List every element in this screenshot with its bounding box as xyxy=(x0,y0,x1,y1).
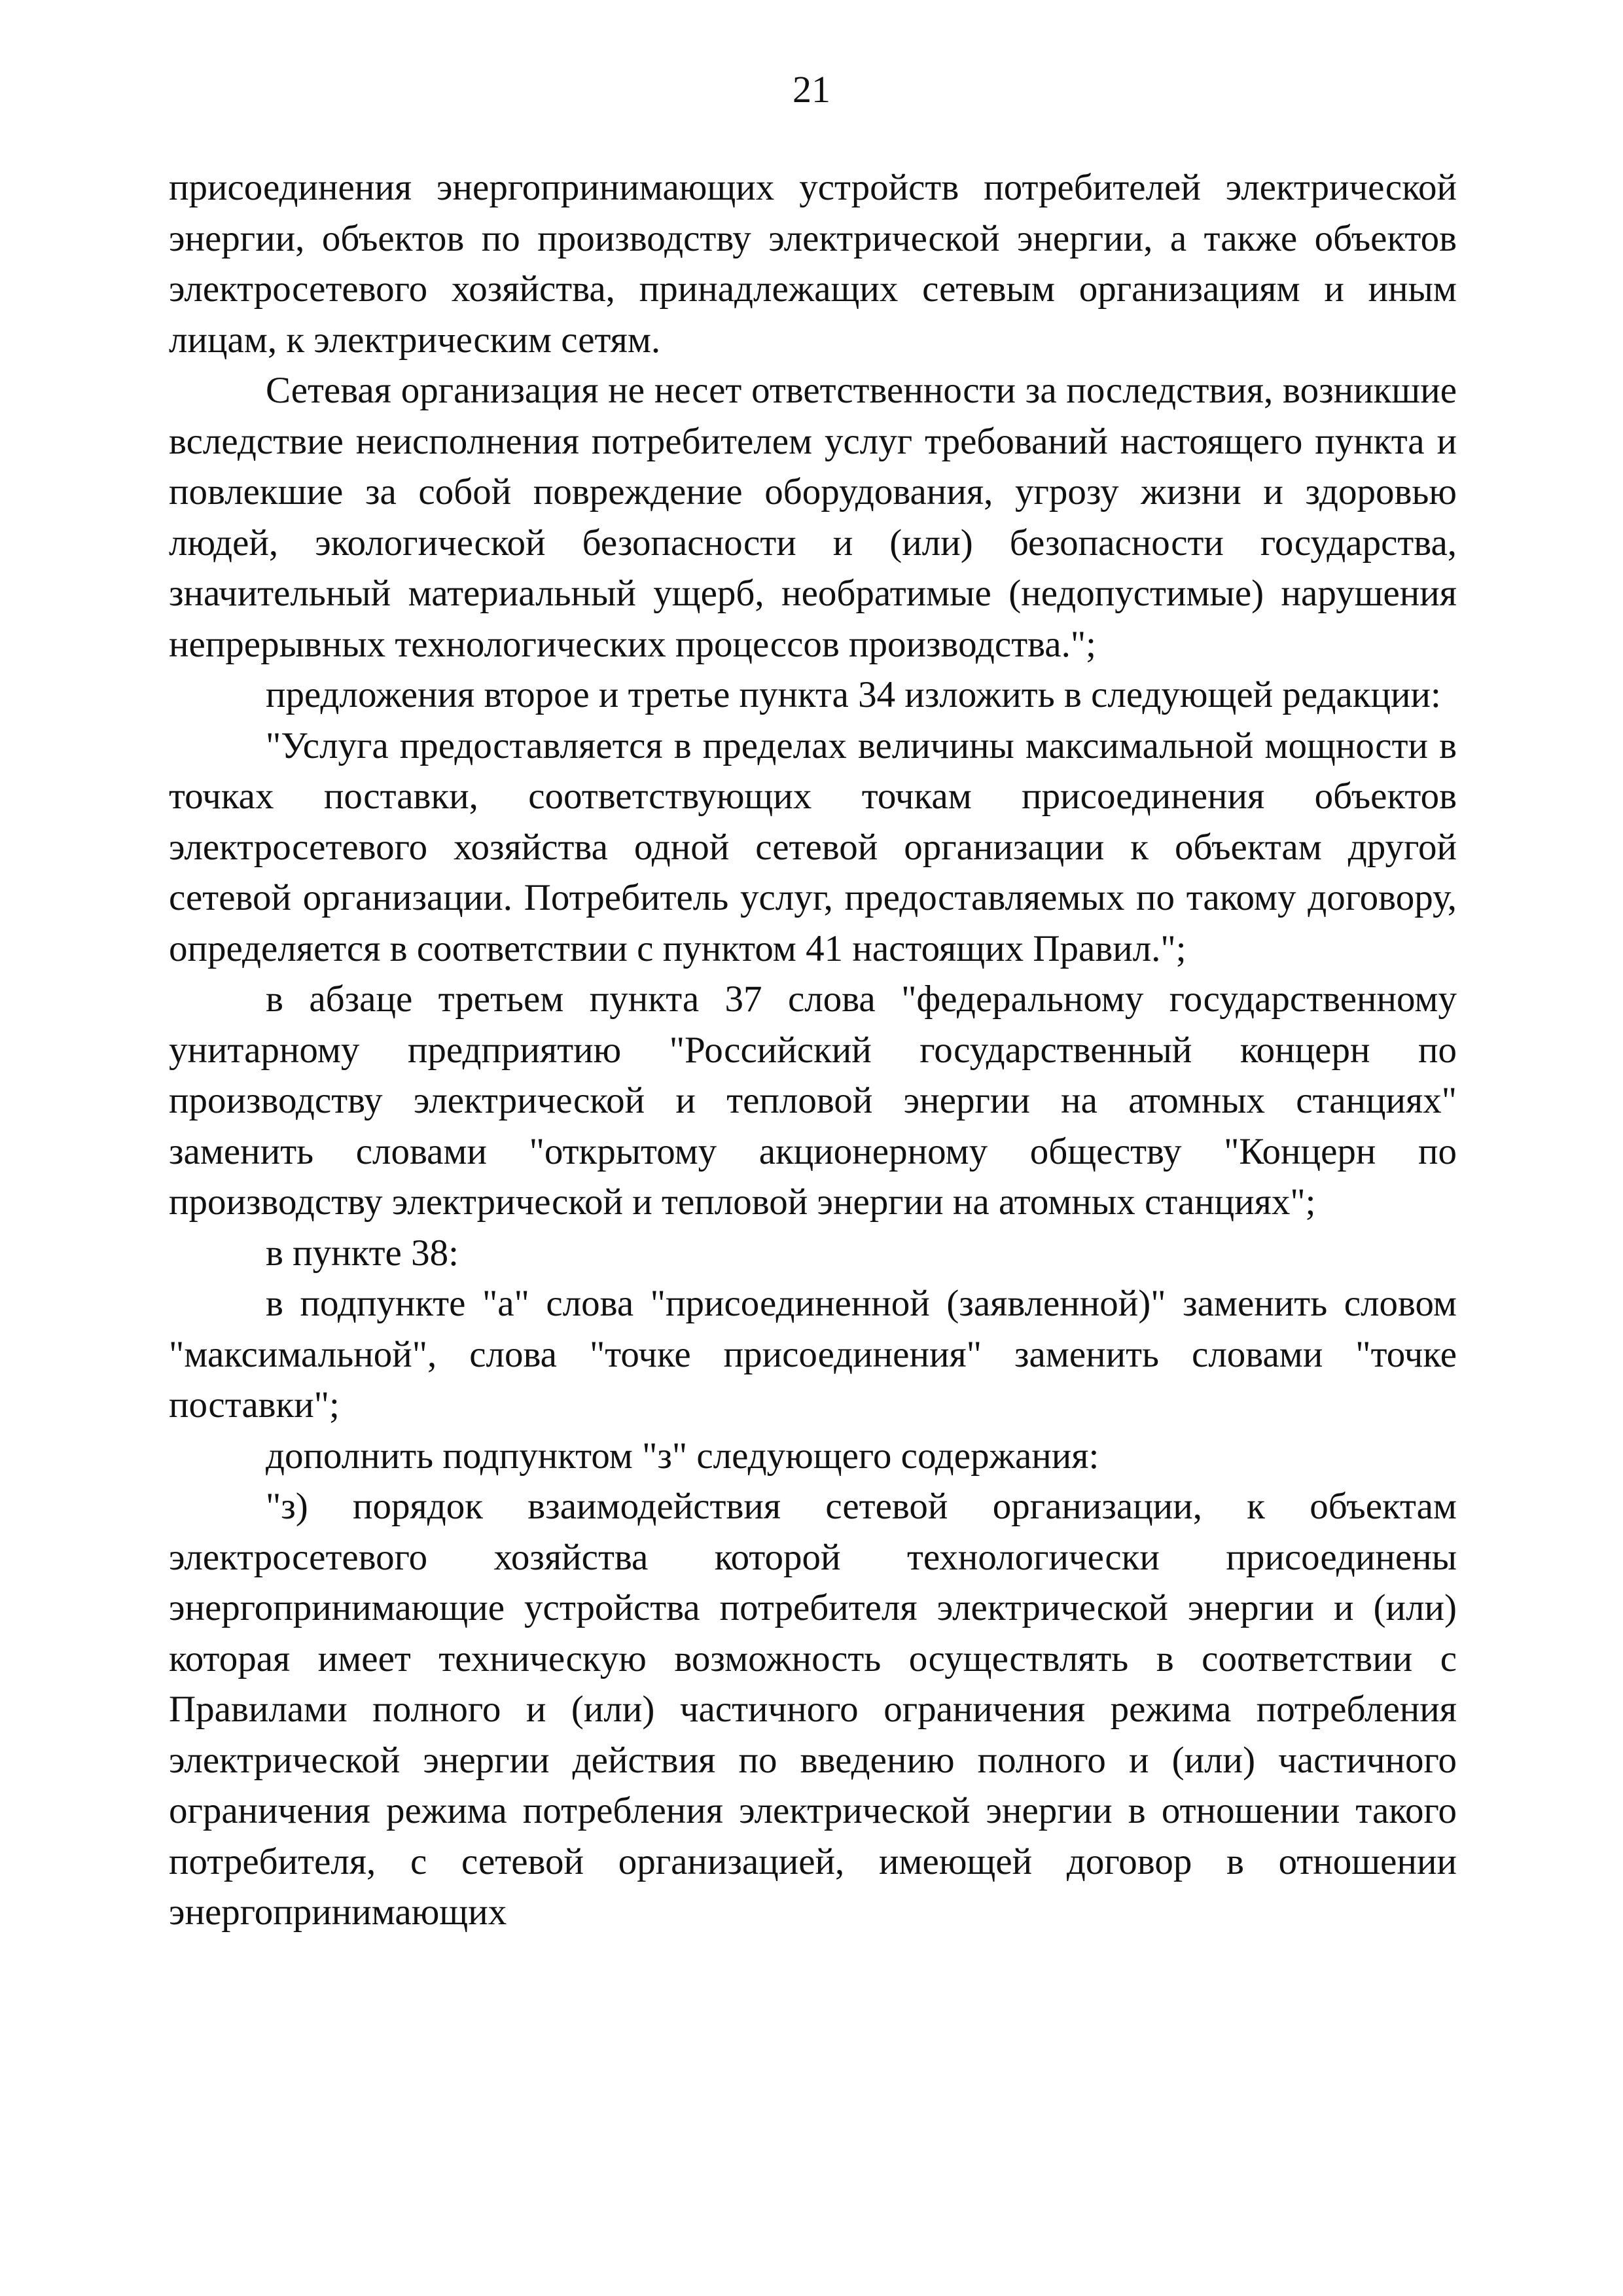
paragraph-item-34-intro: предложения второе и третье пункта 34 изложить в следующей редакции: xyxy=(266,674,1441,715)
document-body xyxy=(169,162,1457,1938)
paragraph-subitem-a: в подпункте "а" слова "присоединенной (заявленной)" заменить словом "максимальной", слова "точке присоединения" заменить словами "точке поставки"; xyxy=(169,1283,1457,1426)
paragraph-add-subitem-z: дополнить подпунктом "з" следующего содержания: xyxy=(266,1435,1099,1477)
paragraph-item-37: в абзаце третьем пункта 37 слова "федеральному государственному унитарному предприятию "Российский государственный концерн по производству электрической и тепловой энергии на атомных станциях" заменить словами "открытому акционерному обществу "Концерн по производству электрической и тепловой энергии на атомных станциях"; xyxy=(169,978,1457,1223)
paragraph-subitem-z-text: "з) порядок взаимодействия сетевой организации, к объектам электросетевого хозяйства которой технологически присоединены энергопринимающие устройства потребителя электрической энергии и (или) которая имеет техническую возможность осуществлять в соответствии с Правилами полного и (или) частичного ограничения режима потребления электрической энергии действия по введению полного и (или) частичного ограничения режима потребления электрической энергии в отношении такого потребителя, с сетевой организацией, имеющей договор в отношении энергопринимающих xyxy=(169,1486,1457,1933)
page-number: 21 xyxy=(793,68,830,111)
paragraph-item-38-heading: в пункте 38: xyxy=(266,1232,459,1274)
paragraph-item-34-text: "Услуга предоставляется в пределах величины максимальной мощности в точках поставки, соответствующих точкам присоединения объектов электросетевого хозяйства одной сетевой организации к объектам другой сетевой организации. Потребитель услуг, предоставляемых по такому договору, определяется в соответствии с пунктом 41 настоящих Правил."; xyxy=(169,725,1457,969)
paragraph-continuation: присоединения энергопринимающих устройств потребителей электрической энергии, объектов по производству электрической энергии, а также объектов электросетевого хозяйства, принадлежащих сетевым организациям и иным лицам, к электрическим сетям. xyxy=(169,167,1457,361)
paragraph-network-liability: Сетевая организация не несет ответственности за последствия, возникшие вследствие неисполнения потребителем услуг требований настоящего пункта и повлекшие за собой повреждение оборудования, угрозу жизни и здоровью людей, экологической безопасности и (или) безопасности государства, значительный материальный ущерб, необратимые (недопустимые) нарушения непрерывных технологических процессов производства."; xyxy=(169,370,1457,665)
